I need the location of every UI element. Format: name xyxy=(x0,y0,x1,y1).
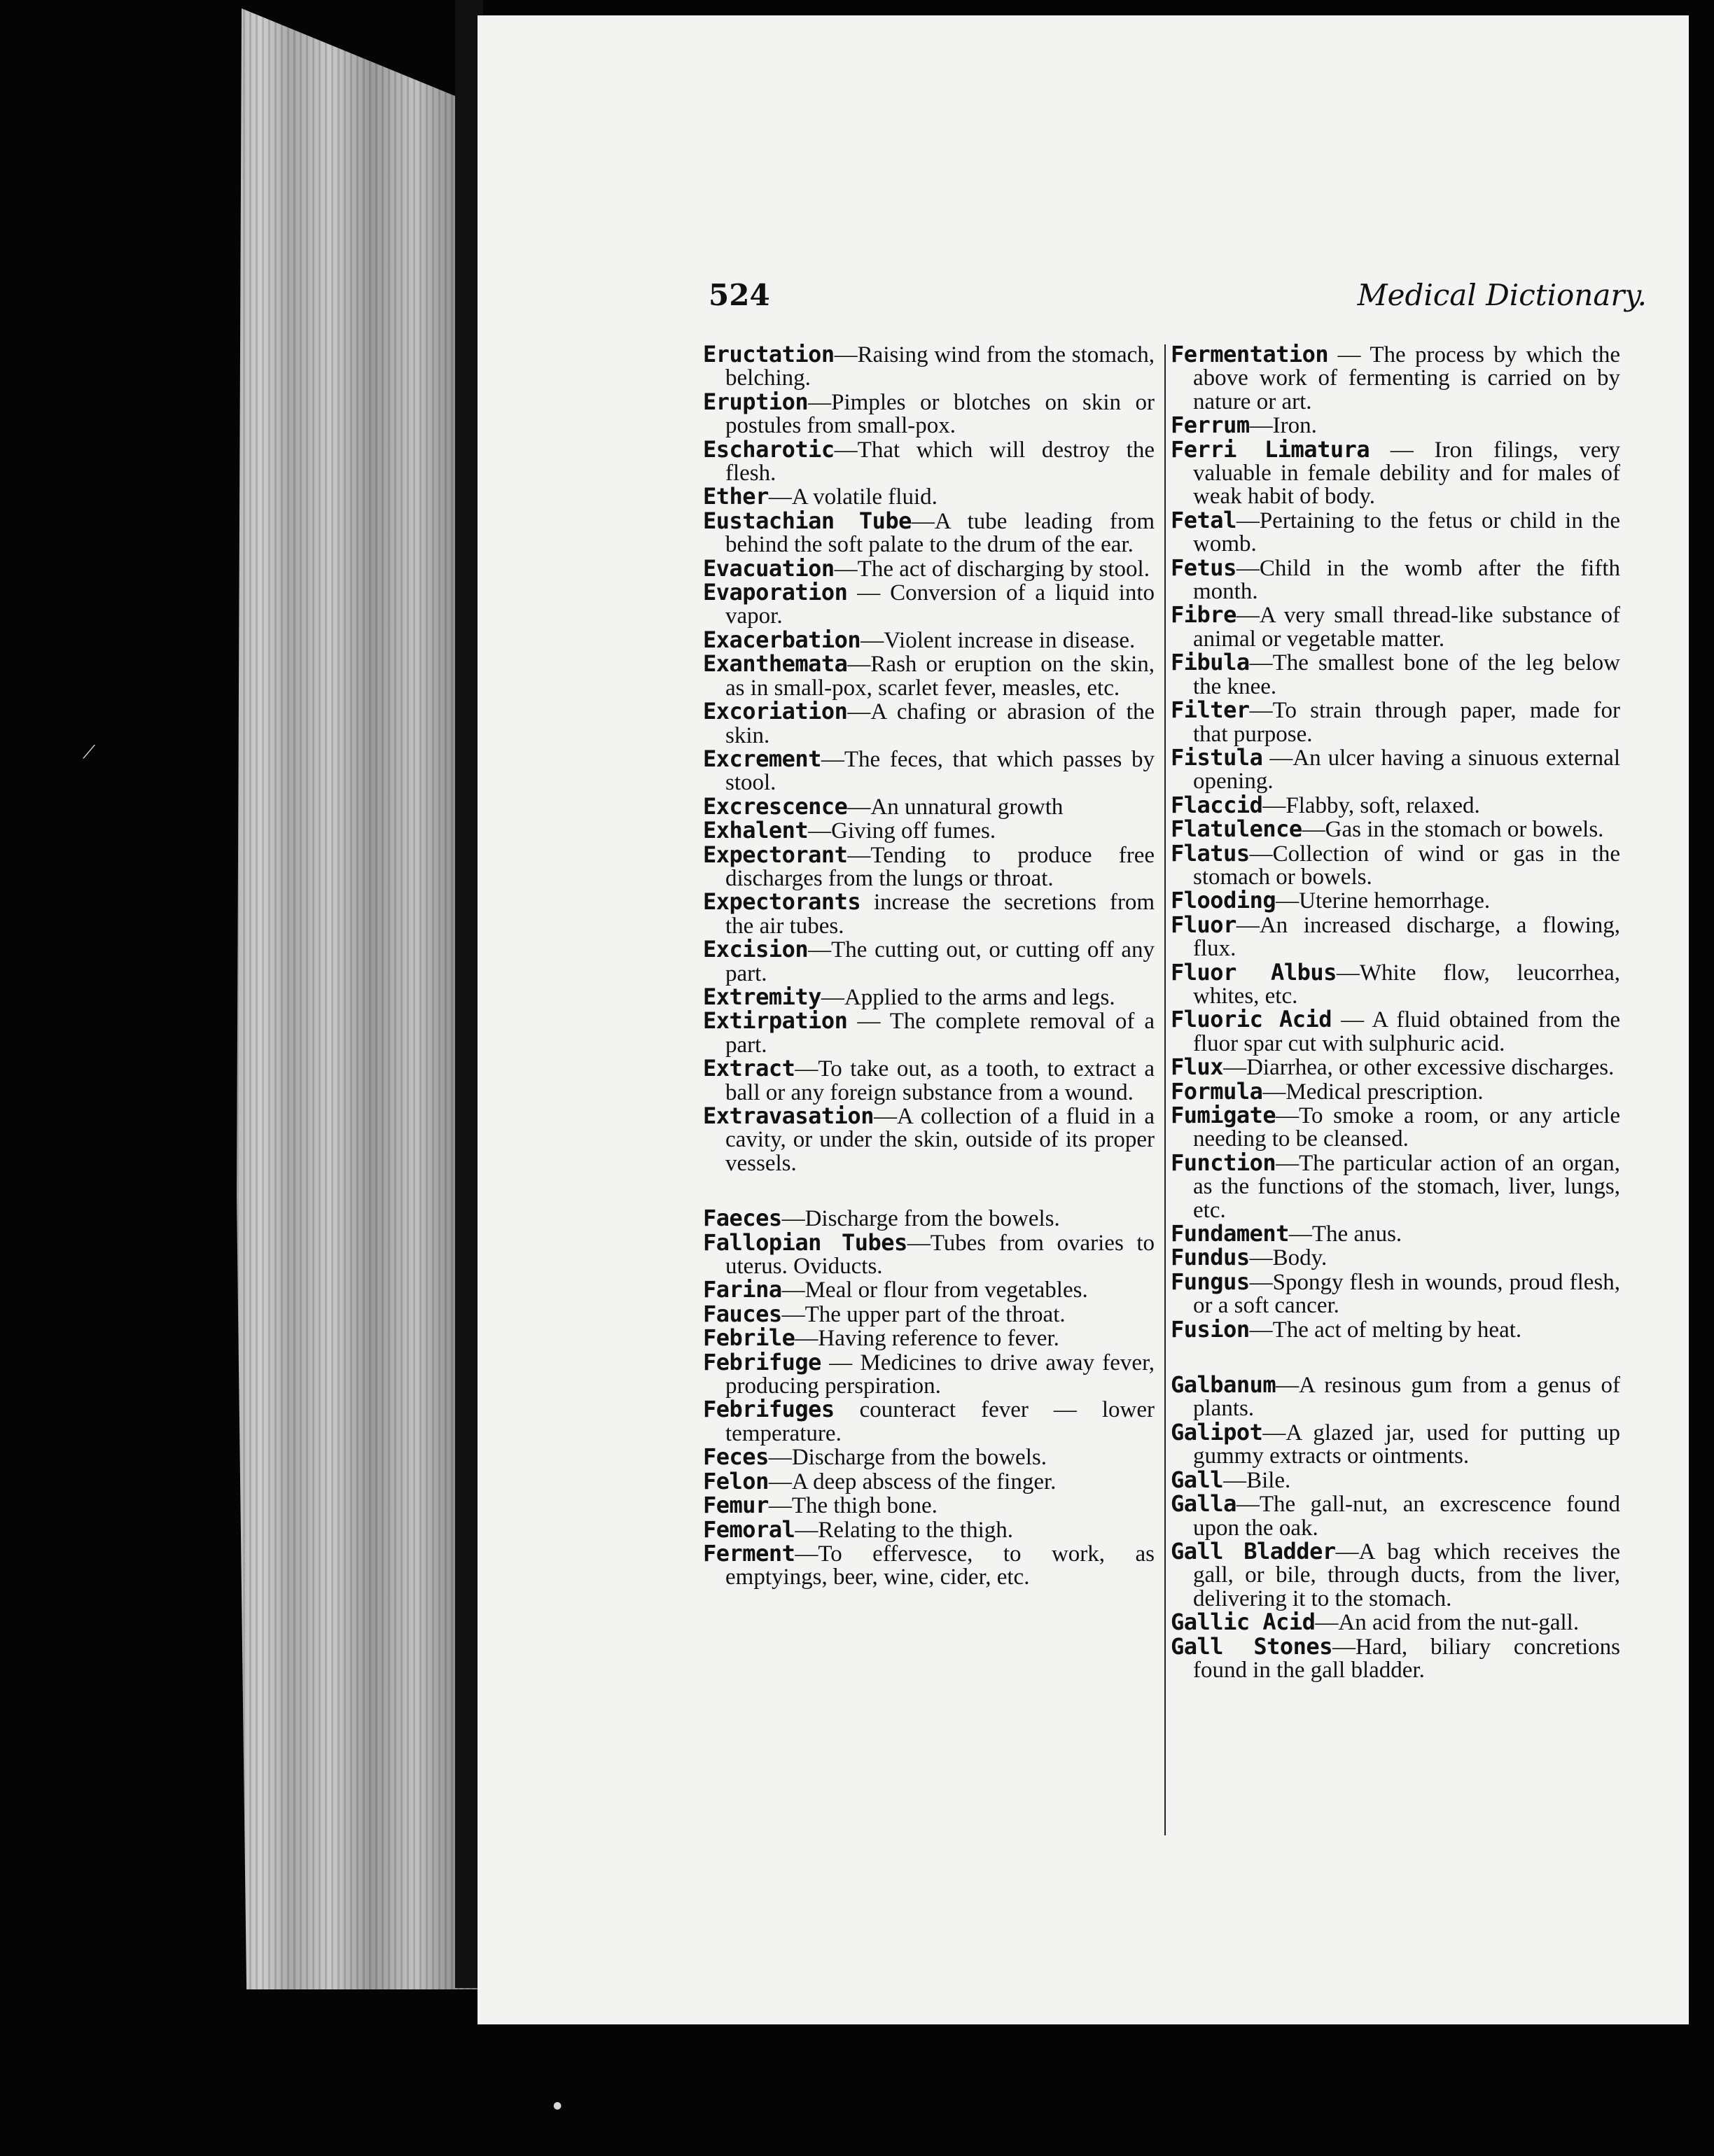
entry-term: Galipot xyxy=(1171,1418,1263,1446)
entry-definition: —Violent increase in disease. xyxy=(861,627,1136,653)
dictionary-entry xyxy=(703,792,1155,820)
dictionary-entry xyxy=(1171,1270,1620,1318)
entry-term: Fibula xyxy=(1171,649,1250,676)
entry-term: Expectorants xyxy=(703,888,861,916)
entry-term: Exhalent xyxy=(703,817,809,844)
entry-definition: —Diarrhea, or other excessive discharges. xyxy=(1223,1055,1615,1081)
column-divider xyxy=(1164,344,1166,1835)
dictionary-entry xyxy=(703,1539,1155,1590)
entry-definition: —Iron. xyxy=(1249,413,1317,439)
entry-definition: —To smoke a room, or any article needing to be cleansed. xyxy=(1193,1103,1620,1152)
dictionary-entry xyxy=(1171,651,1620,699)
entry-term: Febrifuges xyxy=(703,1396,835,1423)
entry-term: Ether xyxy=(703,483,769,510)
entry-term: Excrement xyxy=(703,745,821,772)
running-title: Medical Dictionary. xyxy=(1357,278,1647,312)
entry-term: Fundus xyxy=(1171,1244,1250,1271)
entry-term: Filter xyxy=(1171,696,1250,724)
entry-definition: —Relating to the thigh. xyxy=(795,1517,1013,1543)
dictionary-entry xyxy=(1171,1418,1620,1469)
entry-definition: —The cutting out, or cutting off any part. xyxy=(725,937,1155,986)
dictionary-entry xyxy=(703,745,1155,796)
entry-definition: —The anus. xyxy=(1288,1222,1402,1247)
entry-term: Fistula xyxy=(1171,743,1263,771)
entry-term: Felon xyxy=(703,1467,769,1494)
entry-definition: —Medical prescription. xyxy=(1262,1079,1484,1105)
entry-definition: —Having reference to fever. xyxy=(795,1326,1059,1352)
entry-definition: —A deep abscess of the finger. xyxy=(768,1469,1057,1494)
dictionary-entry xyxy=(1171,1222,1620,1246)
section-gap xyxy=(1171,1342,1620,1373)
entry-definition: —A volatile fluid. xyxy=(768,484,938,510)
entry-term: Gall Stones xyxy=(1171,1632,1332,1660)
entry-definition: — A fluid obtained from the fluor spar cut with sulphuric acid. xyxy=(1193,1007,1621,1056)
entry-term: Exacerbation xyxy=(703,626,861,653)
dictionary-entry xyxy=(703,554,1155,582)
entry-definition: —Rash or eruption on the skin, as in small-pox, scarlet fever, measles, etc. xyxy=(725,652,1155,701)
entry-definition: —Flabby, soft, relaxed. xyxy=(1262,792,1480,818)
entry-definition: — Medicines to drive away fever, producing perspiration. xyxy=(725,1350,1155,1399)
dictionary-entry xyxy=(1171,1056,1620,1079)
dictionary-entry xyxy=(1171,743,1620,794)
entry-definition: —An unnatural growth xyxy=(847,794,1064,820)
entry-definition: —Body. xyxy=(1249,1245,1328,1271)
entry-term: Excrescence xyxy=(703,792,848,820)
entry-definition: —The smallest bone of the leg below the knee. xyxy=(1193,650,1620,699)
dictionary-entry xyxy=(703,700,1155,748)
entry-term: Exanthemata xyxy=(703,650,848,678)
entry-definition: — Iron filings, very valuable in female debility and for males of weak habit of body. xyxy=(1193,437,1621,510)
entry-definition: —Pertaining to the fetus or child in the womb. xyxy=(1193,507,1620,557)
entry-definition: —To effervesce, to work, as emptyings, beer, wine, cider, etc. xyxy=(725,1541,1155,1590)
dictionary-entry xyxy=(703,581,1155,629)
dictionary-entry xyxy=(1171,1611,1620,1634)
entry-definition: —Collection of wind or gas in the stomach or bowels. xyxy=(1193,841,1620,890)
entry-definition: —A collection of a fluid in a cavity, or under the skin, outside of its proper vessels. xyxy=(725,1104,1155,1176)
dictionary-entry xyxy=(703,1398,1155,1446)
dictionary-entry xyxy=(703,485,1155,509)
entry-term: Fermentation xyxy=(1171,341,1329,368)
entry-definition: —Discharge from the bowels. xyxy=(781,1206,1060,1232)
entry-definition: —Tending to produce free discharges from the lungs or throat. xyxy=(725,842,1155,891)
entry-term: Extract xyxy=(703,1055,795,1082)
section-gap xyxy=(703,1175,1155,1207)
printed-page xyxy=(478,15,1689,2024)
entry-definition: —The particular action of an organ, as the functions of the stomach, liver, lungs, etc. xyxy=(1193,1150,1620,1223)
dictionary-entry xyxy=(1171,414,1620,438)
dictionary-entry xyxy=(703,1228,1155,1280)
entry-definition: —The gall-nut, an excrescence found upon the oak. xyxy=(1193,1492,1620,1541)
dictionary-entry xyxy=(1171,506,1620,557)
entry-term: Evacuation xyxy=(703,554,835,582)
dictionary-entry xyxy=(1171,556,1620,604)
dictionary-entry xyxy=(1171,1315,1620,1343)
entry-term: Femur xyxy=(703,1492,769,1519)
entry-term: Galbanum xyxy=(1171,1371,1276,1399)
entry-definition: —Tubes from ovaries to uterus. Oviducts. xyxy=(725,1230,1155,1280)
entry-term: Faeces xyxy=(703,1205,782,1232)
dictionary-entry xyxy=(703,1102,1155,1176)
dictionary-entry xyxy=(1171,1077,1620,1105)
entry-term: Extravasation xyxy=(703,1102,874,1129)
entry-term: Extremity xyxy=(703,983,821,1010)
dictionary-entry xyxy=(703,1494,1155,1518)
entry-definition: —A resinous gum from a genus of plants. xyxy=(1193,1373,1620,1422)
entry-term: Flux xyxy=(1171,1054,1224,1081)
entry-definition: —The act of melting by heat. xyxy=(1249,1317,1522,1343)
entry-term: Excoriation xyxy=(703,698,848,725)
entry-definition: —Hard, biliary concretions found in the gall bladder. xyxy=(1193,1634,1621,1683)
dictionary-entry xyxy=(1171,1466,1620,1493)
entry-term: Fauces xyxy=(703,1300,782,1327)
entry-term: Febrile xyxy=(703,1324,795,1352)
dictionary-entry xyxy=(703,890,1155,938)
entry-definition: —The thigh bone. xyxy=(768,1493,938,1519)
entry-term: Evaporation xyxy=(703,579,848,606)
entry-term: Fusion xyxy=(1171,1315,1250,1343)
dictionary-entry xyxy=(1171,1373,1620,1421)
dictionary-entry xyxy=(703,1207,1155,1231)
entry-definition: —Bile. xyxy=(1223,1467,1291,1493)
dictionary-entry xyxy=(1171,791,1620,818)
entry-definition: —White flow, leucorrhea, whites, etc. xyxy=(1193,960,1620,1009)
dictionary-entry xyxy=(1171,1246,1620,1270)
dictionary-entry xyxy=(1171,696,1620,747)
entry-definition: —Giving off fumes. xyxy=(808,818,996,844)
entry-term: Fetal xyxy=(1171,506,1236,533)
scan-speck: ● xyxy=(553,2100,562,2111)
margin-mark: ⟋ xyxy=(83,742,96,763)
entry-term: Galla xyxy=(1171,1490,1236,1518)
dictionary-entry xyxy=(703,1057,1155,1105)
entry-definition: — The process by which the above work of fermenting is carried on by nature or art. xyxy=(1193,342,1620,414)
entry-term: Fluor Albus xyxy=(1171,958,1337,986)
entry-definition: —To take out, as a tooth, to extract a ball or any foreign substance from a wound. xyxy=(725,1056,1155,1105)
book-fore-edge xyxy=(237,8,483,1989)
dictionary-entry xyxy=(703,841,1155,891)
entry-term: Febrifuge xyxy=(703,1348,821,1376)
entry-definition: —An increased discharge, a flowing, flux. xyxy=(1193,912,1620,962)
dictionary-entry xyxy=(703,819,1155,843)
dictionary-entry xyxy=(1171,603,1620,651)
entry-term: Flatus xyxy=(1171,839,1250,867)
entry-definition: —To strain through paper, made for that purpose. xyxy=(1193,698,1620,747)
entry-term: Ferment xyxy=(703,1539,795,1567)
dictionary-entry xyxy=(1171,1492,1620,1540)
entry-definition: — Conversion of a liquid into vapor. xyxy=(725,580,1155,629)
entry-term: Fumigate xyxy=(1171,1102,1276,1128)
page-header xyxy=(709,278,1703,327)
dictionary-entry xyxy=(703,388,1155,439)
dictionary-entry xyxy=(703,1326,1155,1350)
entry-term: Flatulence xyxy=(1171,816,1302,843)
entry-definition: —A glazed jar, used for putting up gummy extracts or ointments. xyxy=(1193,1420,1620,1469)
dictionary-entry xyxy=(703,626,1155,653)
dictionary-entry xyxy=(703,1518,1155,1542)
entry-term: Gall Bladder xyxy=(1171,1537,1336,1564)
dictionary-entry xyxy=(1171,343,1620,414)
entry-term: Ferrum xyxy=(1171,412,1250,439)
entry-term: Eruption xyxy=(703,388,809,415)
entry-definition: —Raising wind from the stomach, belching. xyxy=(725,342,1155,391)
dictionary-entry xyxy=(703,343,1155,391)
entry-term: Eructation xyxy=(703,341,835,368)
entry-definition: —The act of discharging by stool. xyxy=(834,556,1150,582)
dictionary-entry xyxy=(1171,958,1620,1009)
entry-definition: —A chafing or abrasion of the skin. xyxy=(725,699,1155,748)
entry-term: Extirpation xyxy=(703,1007,848,1035)
dictionary-entry xyxy=(1171,818,1620,841)
entry-definition: —An acid from the nut-gall. xyxy=(1315,1610,1580,1636)
entry-term: Gall xyxy=(1171,1466,1224,1493)
entry-term: Femoral xyxy=(703,1516,795,1543)
entry-term: Farina xyxy=(703,1276,782,1303)
dictionary-entry xyxy=(1171,1632,1621,1683)
entry-term: Gallic Acid xyxy=(1171,1609,1316,1636)
page-number: 524 xyxy=(709,278,770,312)
entry-term: Fibre xyxy=(1171,601,1236,629)
dictionary-entry xyxy=(1171,839,1620,890)
entry-term: Eustachian Tube xyxy=(703,507,912,534)
entry-definition: —A bag which receives the gall, or bile, through ducts, from the liver, delivering it to the stomach. xyxy=(1193,1539,1620,1611)
entry-term: Function xyxy=(1171,1149,1276,1176)
entry-term: Excision xyxy=(703,936,809,963)
entry-term: Fallopian Tubes xyxy=(703,1228,907,1256)
entry-term: Ferri Limatura xyxy=(1171,435,1370,463)
entry-term: Fundament xyxy=(1171,1220,1289,1247)
dictionary-entry xyxy=(1171,889,1620,913)
dictionary-entry xyxy=(1171,435,1621,510)
dictionary-entry xyxy=(703,1009,1155,1057)
dictionary-entry xyxy=(1171,913,1620,961)
entry-term: Fungus xyxy=(1171,1268,1250,1295)
entry-definition: —That which will destroy the flesh. xyxy=(725,437,1155,486)
entry-definition: —Gas in the stomach or bowels. xyxy=(1302,817,1604,843)
dictionary-entry xyxy=(703,1348,1155,1399)
entry-term: Expectorant xyxy=(703,841,848,868)
entry-term: Formula xyxy=(1171,1077,1263,1105)
entry-definition: —Meal or flour from vegetables. xyxy=(781,1278,1088,1303)
entry-definition: —Uterine hemorrhage. xyxy=(1276,888,1491,914)
entry-definition: —Child in the womb after the fifth month. xyxy=(1193,555,1620,605)
entry-definition: — The complete removal of a part. xyxy=(725,1009,1155,1058)
entry-term: Flooding xyxy=(1171,887,1276,914)
dictionary-entry xyxy=(703,1467,1155,1494)
entry-term: Feces xyxy=(703,1443,769,1471)
dictionary-entry xyxy=(703,1300,1155,1327)
entry-definition: —Discharge from the bowels. xyxy=(768,1445,1047,1471)
dictionary-entry xyxy=(703,507,1155,558)
entry-definition: —Applied to the arms and legs. xyxy=(821,984,1115,1010)
dictionary-entry xyxy=(703,1443,1155,1471)
entry-definition: —Pimples or blotches on skin or postules from small-pox. xyxy=(725,389,1155,439)
dictionary-entry xyxy=(703,1278,1155,1302)
dictionary-entry xyxy=(703,938,1155,986)
entry-definition: —An ulcer having a sinuous external opening. xyxy=(1193,745,1620,794)
dictionary-entry xyxy=(1171,1149,1620,1223)
entry-term: Fluor xyxy=(1171,911,1236,938)
dictionary-entry xyxy=(1171,1104,1620,1152)
left-column xyxy=(703,343,1155,1590)
entry-definition: counteract fever — lower temperature. xyxy=(725,1397,1155,1446)
entry-definition: —The feces, that which passes by stool. xyxy=(725,746,1155,796)
entry-definition: increase the secretions from the air tubes. xyxy=(725,890,1155,939)
dictionary-entry xyxy=(703,652,1155,700)
entry-term: Flaccid xyxy=(1171,791,1263,818)
dictionary-entry xyxy=(1171,1008,1620,1056)
entry-definition: —Spongy flesh in wounds, proud flesh, or a soft cancer. xyxy=(1193,1269,1620,1319)
dictionary-entry xyxy=(1171,1537,1620,1611)
entry-definition: —A tube leading from behind the soft palate to the drum of the ear. xyxy=(725,508,1155,558)
entry-term: Escharotic xyxy=(703,435,835,463)
entry-definition: —A very small thread-like substance of animal or vegetable matter. xyxy=(1193,603,1620,652)
dictionary-entry xyxy=(703,983,1155,1010)
entry-definition: —The upper part of the throat. xyxy=(781,1301,1066,1327)
entry-term: Fluoric Acid xyxy=(1171,1006,1332,1033)
dictionary-entry xyxy=(703,435,1155,486)
entry-term: Fetus xyxy=(1171,554,1236,581)
right-column xyxy=(1171,343,1620,1682)
